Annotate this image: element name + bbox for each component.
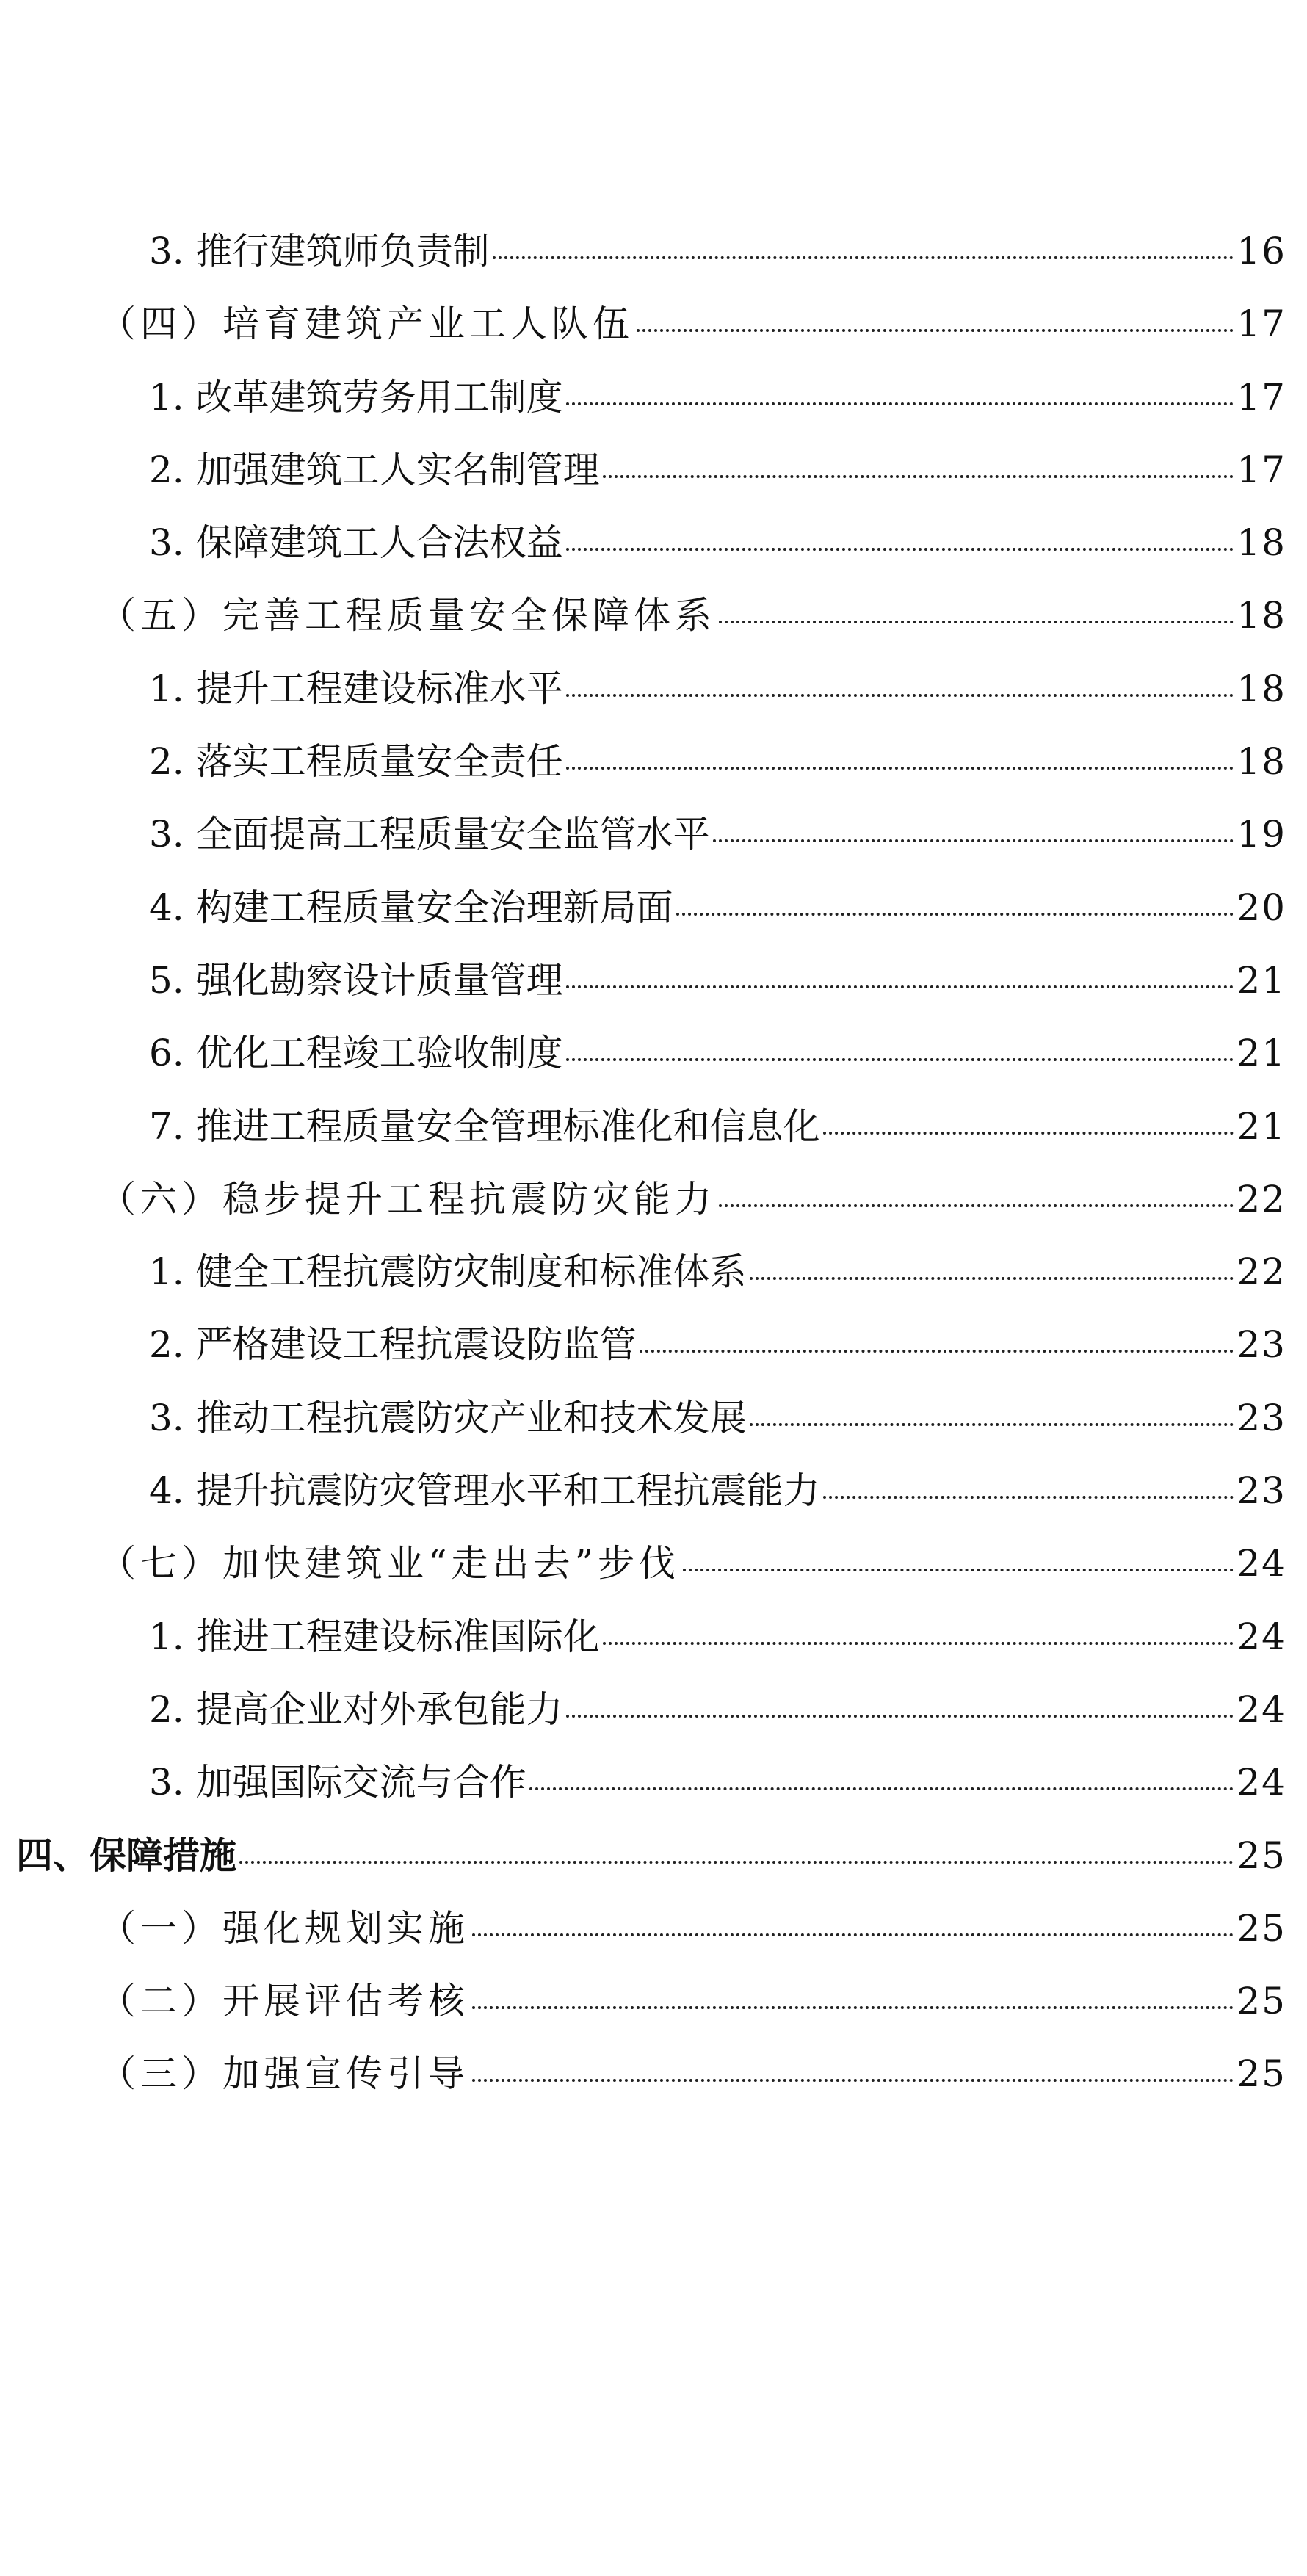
toc-entry-page-number: 21 — [1237, 1032, 1286, 1075]
dot-leader — [529, 1787, 1234, 1790]
toc-entry-title: 1. 健全工程抗震防灾制度和标准体系 — [149, 1251, 747, 1294]
toc-entry[interactable] — [0, 1250, 1307, 1323]
toc-entry[interactable] — [0, 1906, 1307, 1979]
dot-leader — [750, 1423, 1234, 1426]
toc-entry-page-number: 25 — [1237, 1834, 1286, 1877]
dot-leader — [823, 1132, 1234, 1135]
toc-entry-title: 2. 加强建筑工人实名制管理 — [149, 448, 600, 491]
dot-leader — [676, 913, 1234, 916]
toc-entry[interactable] — [0, 593, 1307, 666]
toc-entry-page-number: 20 — [1237, 886, 1286, 929]
toc-entry-page-number: 23 — [1237, 1323, 1286, 1367]
toc-entry-title: 7. 推进工程质量安全管理标准化和信息化 — [149, 1104, 820, 1148]
toc-entry-title: 1. 提升工程建设标准水平 — [149, 667, 563, 710]
toc-entry-title: （六）稳步提升工程抗震防灾能力 — [99, 1177, 716, 1220]
toc-entry[interactable] — [0, 1469, 1307, 1541]
toc-entry[interactable] — [0, 375, 1307, 448]
toc-entry[interactable] — [0, 886, 1307, 958]
toc-entry-page-number: 17 — [1237, 375, 1286, 419]
toc-entry[interactable] — [0, 739, 1307, 812]
toc-entry-title: 4. 构建工程质量安全治理新局面 — [149, 886, 673, 929]
toc-entry-title: 四、保障措施 — [16, 1833, 236, 1877]
dot-leader — [493, 256, 1234, 259]
toc-entry[interactable] — [0, 1760, 1307, 1833]
toc-entry-title: 3. 保障建筑工人合法权益 — [149, 521, 563, 565]
toc-entry[interactable] — [0, 1687, 1307, 1760]
toc-entry[interactable] — [0, 2052, 1307, 2124]
toc-entry-title: 3. 推动工程抗震防灾产业和技术发展 — [149, 1396, 747, 1439]
toc-entry[interactable] — [0, 302, 1307, 375]
toc-entry[interactable] — [0, 1177, 1307, 1250]
toc-entry-page-number: 22 — [1237, 1177, 1286, 1220]
toc-entry-title: 1. 改革建筑劳务用工制度 — [149, 375, 563, 419]
toc-entry-title: 3. 全面提高工程质量安全监管水平 — [149, 813, 710, 856]
dot-leader — [566, 402, 1234, 405]
toc-entry-page-number: 25 — [1237, 2052, 1286, 2096]
toc-entry[interactable] — [0, 958, 1307, 1031]
toc-entry-page-number: 25 — [1237, 1906, 1286, 1950]
dot-leader — [239, 1861, 1234, 1864]
dot-leader — [566, 1715, 1234, 1718]
toc-entry-page-number: 18 — [1237, 594, 1286, 637]
toc-entry-page-number: 24 — [1237, 1615, 1286, 1658]
toc-entry-title: （三）加强宣传引导 — [99, 2052, 469, 2096]
dot-leader — [566, 694, 1234, 697]
dot-leader — [823, 1496, 1234, 1499]
toc-entry[interactable] — [0, 1615, 1307, 1687]
dot-leader — [637, 329, 1234, 332]
dot-leader — [566, 1058, 1234, 1061]
dot-leader — [719, 1204, 1234, 1207]
toc-entry[interactable] — [0, 1979, 1307, 2052]
toc-entry-title: （七）加快建筑业“走出去”步伐 — [99, 1542, 681, 1585]
dot-leader — [683, 1569, 1234, 1571]
toc-entry-page-number: 23 — [1237, 1396, 1286, 1439]
toc-entry-title: 6. 优化工程竣工验收制度 — [149, 1032, 563, 1075]
dot-leader — [566, 548, 1234, 551]
toc-entry-page-number: 18 — [1237, 521, 1286, 565]
toc-entry-title: 3. 加强国际交流与合作 — [149, 1761, 526, 1804]
table-of-contents — [0, 229, 1307, 2125]
toc-entry[interactable] — [0, 812, 1307, 885]
dot-leader — [566, 767, 1234, 770]
dot-leader — [472, 1933, 1234, 1936]
toc-entry-page-number: 24 — [1237, 1687, 1286, 1731]
toc-entry[interactable] — [0, 1541, 1307, 1614]
toc-entry[interactable] — [0, 229, 1307, 302]
dot-leader — [472, 2006, 1234, 2009]
toc-entry-page-number: 18 — [1237, 740, 1286, 784]
dot-leader — [472, 2079, 1234, 2082]
toc-entry-title: 2. 落实工程质量安全责任 — [149, 740, 563, 784]
dot-leader — [719, 621, 1234, 623]
toc-entry-title: 5. 强化勘察设计质量管理 — [149, 958, 563, 1002]
dot-leader — [640, 1350, 1234, 1353]
toc-entry-page-number: 21 — [1237, 958, 1286, 1002]
toc-entry-title: （一）强化规划实施 — [99, 1906, 469, 1950]
dot-leader — [603, 475, 1234, 478]
toc-entry-page-number: 24 — [1237, 1542, 1286, 1585]
toc-entry-title: 1. 推进工程建设标准国际化 — [149, 1615, 600, 1658]
dot-leader — [566, 985, 1234, 988]
toc-entry-title: 4. 提升抗震防灾管理水平和工程抗震能力 — [149, 1469, 820, 1513]
toc-entry[interactable] — [0, 1104, 1307, 1177]
toc-entry[interactable] — [0, 448, 1307, 521]
toc-entry-title: 2. 提高企业对外承包能力 — [149, 1687, 563, 1731]
toc-entry-page-number: 23 — [1237, 1469, 1286, 1513]
toc-entry-page-number: 17 — [1237, 448, 1286, 491]
toc-entry-title: （二）开展评估考核 — [99, 1980, 469, 2023]
toc-entry-title: （五）完善工程质量安全保障体系 — [99, 594, 716, 637]
toc-entry[interactable] — [0, 521, 1307, 593]
toc-entry-page-number: 24 — [1237, 1761, 1286, 1804]
toc-entry-page-number: 25 — [1237, 1980, 1286, 2023]
toc-entry-page-number: 22 — [1237, 1251, 1286, 1294]
toc-entry-page-number: 18 — [1237, 667, 1286, 710]
dot-leader — [603, 1642, 1234, 1645]
toc-entry-title: 3. 推行建筑师负责制 — [149, 230, 490, 272]
toc-entry[interactable] — [0, 1834, 1307, 1906]
toc-entry-page-number: 19 — [1237, 813, 1286, 856]
toc-entry[interactable] — [0, 1323, 1307, 1395]
toc-entry[interactable] — [0, 667, 1307, 739]
toc-entry[interactable] — [0, 1396, 1307, 1469]
dot-leader — [713, 839, 1234, 842]
toc-entry-title: 2. 严格建设工程抗震设防监管 — [149, 1323, 637, 1367]
dot-leader — [750, 1277, 1234, 1280]
toc-entry-title: （四）培育建筑产业工人队伍 — [99, 303, 634, 346]
toc-entry-page-number: 17 — [1237, 303, 1286, 346]
toc-entry[interactable] — [0, 1031, 1307, 1104]
toc-entry-page-number: 21 — [1237, 1104, 1286, 1148]
toc-entry-page-number: 16 — [1237, 230, 1286, 272]
